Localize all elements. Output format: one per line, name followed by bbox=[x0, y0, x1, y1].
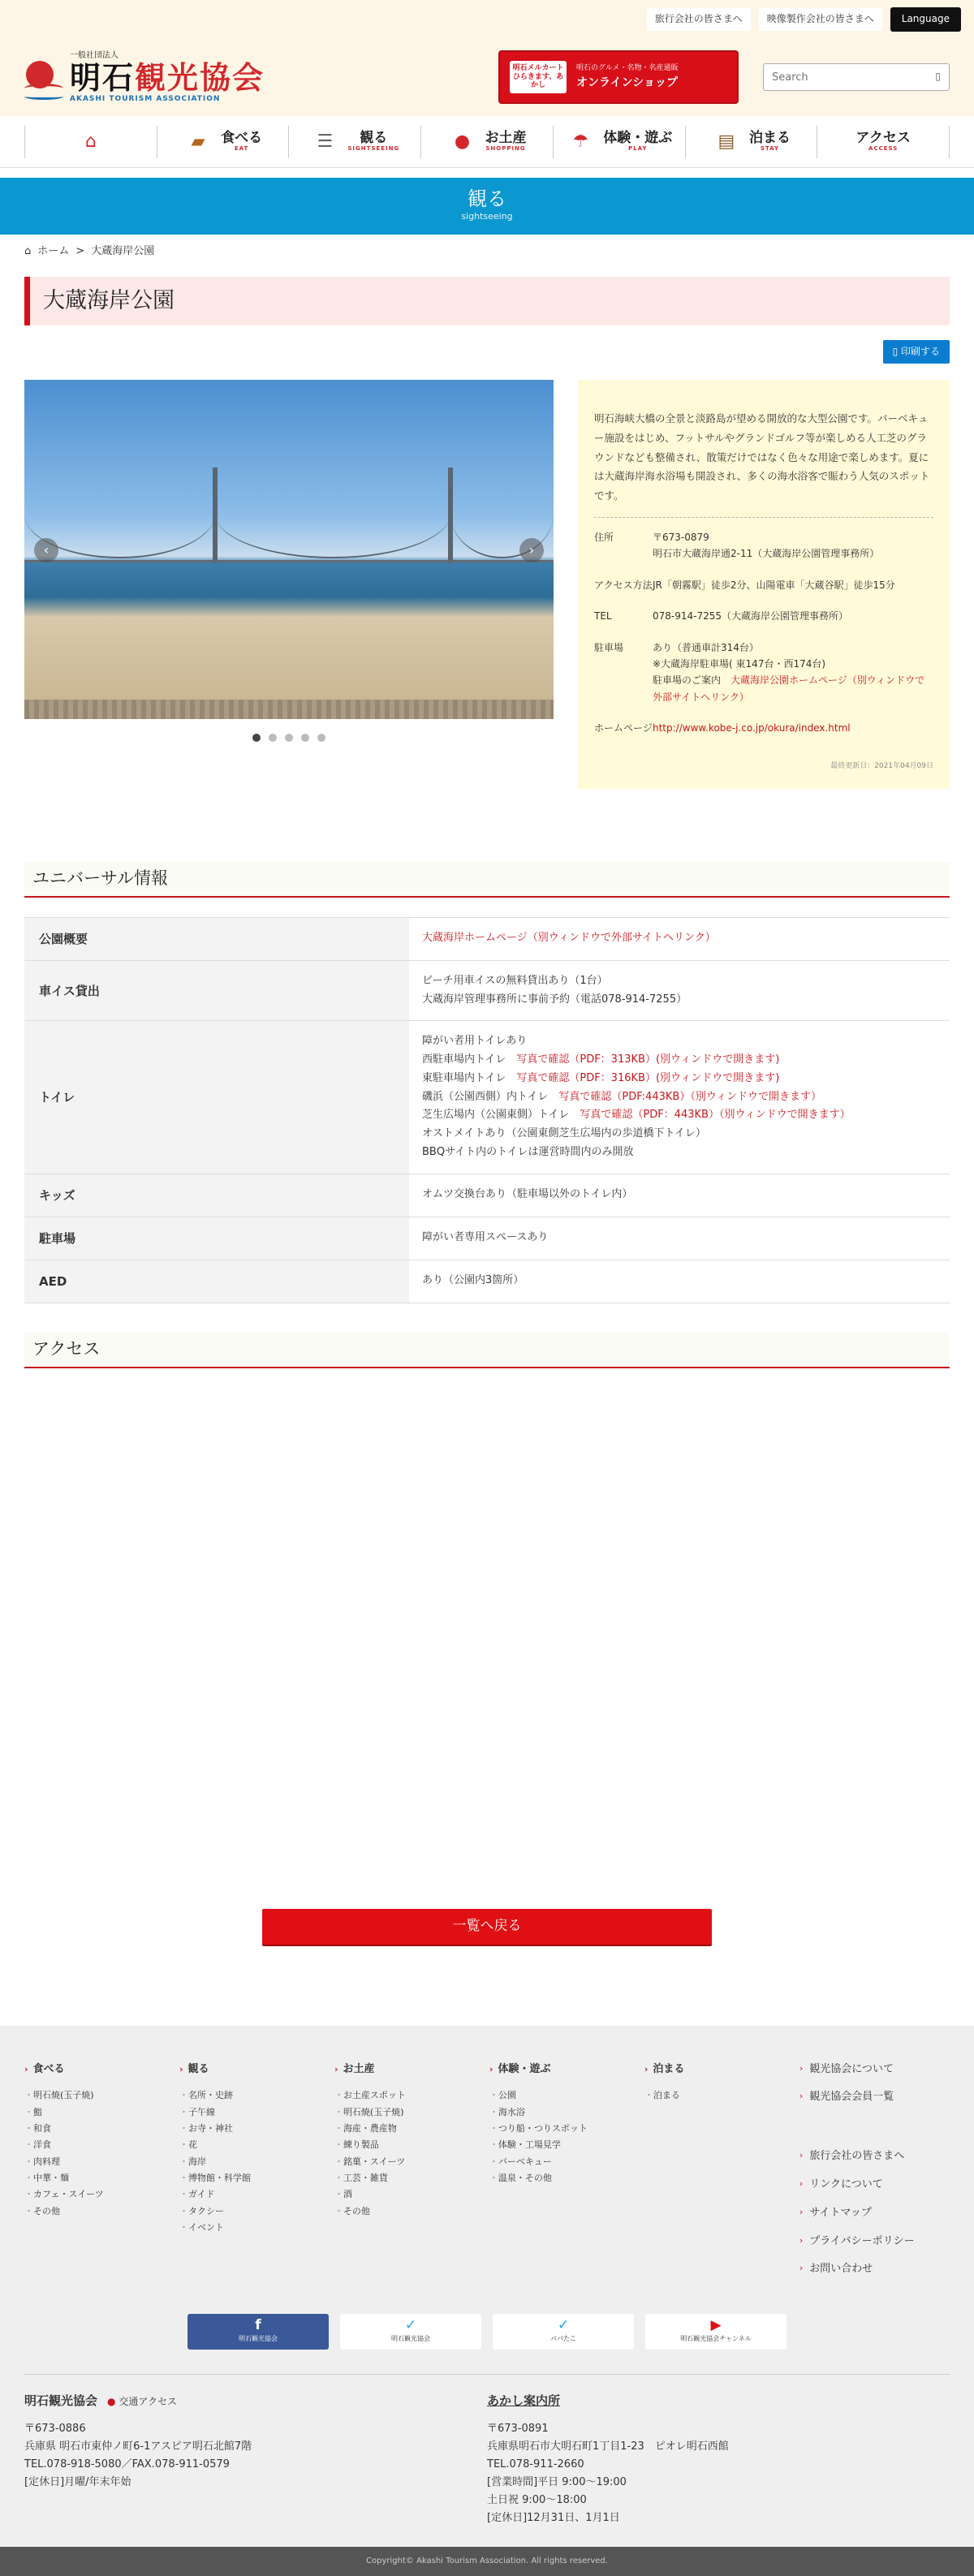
footer-list-item[interactable]: ・ 明石焼(玉子焼) bbox=[343, 2104, 489, 2121]
chevron-right-icon: › bbox=[179, 2064, 183, 2075]
search-icon[interactable]: ▯ bbox=[935, 71, 941, 83]
twitter-button[interactable]: ✓ 明石観光協会 bbox=[340, 2314, 481, 2350]
row-value bbox=[409, 918, 950, 960]
chevron-right-icon: › bbox=[799, 2178, 804, 2189]
footer-list-item[interactable]: ・ お寺・神社 bbox=[187, 2121, 334, 2137]
parasol-icon: ☂ bbox=[572, 131, 589, 152]
logo-name-red: 観光協会 bbox=[135, 59, 265, 97]
footer-list-item[interactable]: ・ 和食 bbox=[32, 2121, 179, 2137]
facebook-button[interactable]: f 明石観光協会 bbox=[187, 2314, 329, 2350]
online-shop-button[interactable] bbox=[498, 50, 739, 104]
office-info-center: あかし案内所 〒673-0891 兵庫県明石市大明石町1丁目1-23 ピオレ明石西館 TEL.078-911-2660 [営業時間]平日 9:00〜19:00 土日祝 9:00〜18:00 [定休日]12月31日、1月1日 bbox=[487, 2393, 729, 2525]
takoyaki-icon: ▰ bbox=[191, 131, 205, 152]
footer-column bbox=[334, 2061, 489, 2290]
spot-detail bbox=[24, 380, 950, 789]
chevron-right-icon: › bbox=[799, 2062, 804, 2074]
footer-list-item[interactable]: ・ 温泉・その他 bbox=[498, 2170, 644, 2186]
nav-shopping[interactable]: ● お土産 SHOPPING bbox=[420, 126, 553, 158]
footer-column-title[interactable]: › 体験・遊ぶ bbox=[489, 2061, 644, 2078]
footer-column bbox=[179, 2061, 334, 2290]
row-label: 公園概要 bbox=[24, 918, 409, 960]
shop-subtitle: 明石のグルメ・名物・名産通販 bbox=[576, 63, 679, 72]
spot-photo bbox=[24, 380, 554, 719]
logo-mark-icon bbox=[24, 54, 65, 100]
youtube-button[interactable]: ▶ 明石観光協会チャンネル bbox=[645, 2314, 787, 2350]
nav-sightseeing[interactable]: ☰ 観る SIGHTSEEING bbox=[288, 126, 420, 158]
footer-column-title[interactable]: › お土産 bbox=[334, 2061, 489, 2078]
nav-access[interactable]: アクセス ACCESS bbox=[817, 126, 950, 158]
footer-list-item[interactable]: ・ 銘菓・スイーツ bbox=[343, 2154, 489, 2170]
parking-row: 駐車場 あり（普通車計314台） ※大蔵海岸駐車場( 東147台・西174台) 駐車場のご案内 大蔵海岸公園ホームページ（別ウィンドウで外部サイトへリンク） bbox=[594, 641, 925, 703]
access-row: アクセス方法 JR「朝霧駅」徒歩2分、山陽電車「大蔵谷駅」徒歩15分 bbox=[594, 579, 895, 591]
footer-list-item[interactable]: ・ 花 bbox=[187, 2137, 334, 2153]
footer-list-item[interactable]: ・ 子午線 bbox=[187, 2104, 334, 2121]
photo-slider bbox=[24, 380, 554, 789]
chevron-right-icon: › bbox=[334, 2064, 338, 2075]
table-row bbox=[24, 1260, 950, 1303]
chevron-right-icon: › bbox=[24, 2064, 28, 2075]
row-value: あり（公園内3箇所） bbox=[422, 1273, 524, 1286]
language-button[interactable]: Language bbox=[890, 7, 961, 31]
breadcrumb-separator: > bbox=[75, 244, 85, 257]
twitter-button[interactable]: ✓ パパたこ bbox=[493, 2314, 634, 2350]
footer-column-title[interactable]: › 食べる bbox=[24, 2061, 179, 2078]
footer-list-item[interactable]: ・ その他 bbox=[343, 2203, 489, 2220]
chevron-right-icon: › bbox=[799, 2206, 804, 2217]
footer-link[interactable]: › お問い合わせ bbox=[799, 2261, 950, 2278]
office-association: 明石観光協会 ● 交通アクセス 〒673-0886 兵庫県 明石市東仲ノ町6-1アスピア明石北館7階 TEL.078-918-5080／FAX.078-911-0579 [定休日]月曜/年末年始 bbox=[24, 2393, 252, 2488]
next-arrow-icon[interactable]: › bbox=[519, 538, 544, 562]
footer-column-title[interactable]: › 泊まる bbox=[644, 2061, 799, 2078]
octopus-icon: ● bbox=[454, 131, 471, 152]
homepage-link[interactable]: http://www.kobe-j.co.jp/okura/index.html bbox=[653, 722, 851, 734]
tel-row: TEL 078-914-7255（大蔵海岸公園管理事務所） bbox=[594, 610, 849, 622]
table-row bbox=[24, 961, 950, 1022]
footer-list-item[interactable]: ・ 練り製品 bbox=[343, 2137, 489, 2153]
pdf-link[interactable]: 大蔵海岸ホームページ（別ウィンドウで外部サイトへリンク） bbox=[422, 931, 716, 944]
row-value: ビーチ用車イスの無料貸出あり（1台） 大蔵海岸管理事務所に事前予約（電話078-914-7255） bbox=[422, 974, 687, 1006]
spot-info bbox=[578, 380, 950, 789]
chevron-right-icon: › bbox=[799, 2091, 804, 2102]
travel-agents-link[interactable]: 旅行会社の皆さまへ bbox=[647, 8, 751, 30]
table-row bbox=[24, 918, 950, 961]
print-button[interactable]: ▯ 印刷する bbox=[883, 340, 950, 364]
sns-links bbox=[24, 2314, 950, 2350]
spot-description: 明石海峡大橋の全景と淡路島が望める開放的な大型公園です。バーベキュー施設をはじめ、フットサルやグランドゴルフ等が楽しめる人工芝のグラウンドなども整備され、散策だけではなく色々な用途で楽しめます。夏には大蔵海岸海水浴場も開設され、多くの海水浴客で賑わう人気のスポットです。 bbox=[594, 412, 930, 502]
pdf-link[interactable]: 写真で確認（PDF：443KB）（別ウィンドウで開きます） bbox=[580, 1109, 851, 1122]
global-nav bbox=[0, 116, 974, 168]
search-box bbox=[763, 63, 950, 91]
footer-list-item[interactable]: ・ 中華・麺 bbox=[32, 2170, 179, 2186]
footer-list-item[interactable]: ・ イベント bbox=[187, 2220, 334, 2236]
row-label: 車イス貸出 bbox=[24, 961, 409, 1021]
footer-list-item[interactable]: ・ ガイド bbox=[187, 2186, 334, 2203]
footer-list-item[interactable]: ・ 体験・工場見学 bbox=[498, 2137, 644, 2153]
utility-bar bbox=[0, 0, 974, 39]
footer-list-item[interactable]: ・ その他 bbox=[32, 2203, 179, 2220]
footer-link[interactable]: › 観光協会会員一覧 bbox=[799, 2089, 950, 2106]
slider-dots bbox=[24, 734, 554, 742]
logo-name: 明石 bbox=[70, 59, 136, 97]
back-to-list-button[interactable]: 一覧へ戻る bbox=[262, 1909, 712, 1945]
footer-list-item[interactable]: ・ 海産・農産物 bbox=[343, 2121, 489, 2137]
copyright: Copyright© Akashi Tourism Association. All rights reserved. bbox=[0, 2547, 974, 2576]
access-heading: アクセス bbox=[24, 1333, 950, 1368]
castle-icon: ☰ bbox=[317, 131, 334, 152]
row-label: トイレ bbox=[24, 1021, 409, 1173]
nav-home[interactable] bbox=[24, 126, 157, 158]
youtube-icon: ▶ bbox=[710, 2317, 722, 2334]
footer-list-item[interactable]: ・ つり船・つりスポット bbox=[498, 2121, 644, 2137]
breadcrumb-current: 大蔵海岸公園 bbox=[91, 244, 155, 257]
table-row bbox=[24, 1174, 950, 1217]
facebook-icon: f bbox=[255, 2317, 261, 2334]
slider-dot[interactable] bbox=[317, 734, 325, 742]
footer-link[interactable]: › 観光協会について bbox=[799, 2061, 950, 2078]
row-value: 障がい者専用スペースあり bbox=[422, 1230, 549, 1243]
footer-links bbox=[799, 2061, 950, 2290]
footer-list-item[interactable]: ・ 酒 bbox=[343, 2186, 489, 2203]
logo-en: AKASHI TOURISM ASSOCIATION bbox=[70, 95, 221, 104]
site-header bbox=[0, 39, 974, 116]
table-row bbox=[24, 1021, 950, 1174]
homepage-row: ホームページ http://www.kobe-j.co.jp/okura/index.html bbox=[594, 722, 851, 734]
footer-link[interactable]: › プライバシーポリシー bbox=[799, 2234, 950, 2251]
access-map-area bbox=[0, 1368, 974, 1909]
film-makers-link[interactable]: 映像製作会社の皆さまへ bbox=[759, 8, 882, 30]
home-icon: ⌂ bbox=[84, 131, 97, 152]
footer-list-item[interactable]: ・ 鮨 bbox=[32, 2104, 179, 2121]
nav-stay[interactable]: ▤ 泊まる STAY bbox=[685, 126, 817, 158]
row-label: キッズ bbox=[24, 1174, 409, 1217]
row-value: オムツ交換台あり（駐車場以外のトイレ内） bbox=[422, 1187, 633, 1200]
chevron-right-icon: › bbox=[644, 2064, 649, 2075]
logo-small-text: 一般社団法人 bbox=[70, 51, 119, 61]
cart-logo: 明石メルカート ひらきます、あかし bbox=[510, 61, 567, 93]
row-value: 障がい者用トイレあり 西駐車場内トイレ 写真で確認（PDF：313KB）(別ウィンドウで開きます) 東駐車場内トイレ 写真で確認（PDF：316KB）(別ウィンドウで開きます) 磯浜（公園西側）内トイレ 写真で確認（PDF:443KB）（別ウィンドウで開きます） 芝生広場内（公園東側）トイレ 写真で確認（PDF：443KB）（別ウィンドウで開きます） オストメイトあり（公園東側芝生広場内の歩道橋下トイレ） BBQサイト内のトイレは運営時間内のみ開放 bbox=[422, 1035, 851, 1158]
footer-column bbox=[644, 2061, 799, 2290]
banner-title: 観る bbox=[468, 187, 506, 210]
twitter-icon: ✓ bbox=[557, 2317, 570, 2334]
slider-dot[interactable] bbox=[252, 734, 261, 742]
prev-arrow-icon[interactable]: ‹ bbox=[34, 538, 58, 562]
slider-dot[interactable] bbox=[285, 734, 293, 742]
bed-icon: ▤ bbox=[718, 131, 735, 152]
slider-dot[interactable] bbox=[269, 734, 277, 742]
access-link[interactable]: ● 交通アクセス bbox=[107, 2395, 177, 2407]
footer-list-item[interactable]: ・ 名所・史跡 bbox=[187, 2087, 334, 2104]
footer-list-item[interactable]: ・ 博物館・科学館 bbox=[187, 2170, 334, 2186]
chevron-right-icon: › bbox=[799, 2263, 804, 2274]
home-icon: ⌂ bbox=[24, 244, 32, 257]
row-label: AED bbox=[24, 1260, 409, 1303]
universal-table bbox=[24, 917, 950, 1303]
footer-list-item[interactable]: ・ 明石焼(玉子焼) bbox=[32, 2087, 179, 2104]
pdf-link[interactable]: 写真で確認（PDF:443KB）（別ウィンドウで開きます） bbox=[558, 1090, 822, 1103]
chevron-right-icon: › bbox=[799, 2150, 804, 2161]
footer-list-item[interactable]: ・ 洋食 bbox=[32, 2137, 179, 2153]
footer-list-item[interactable]: ・ お土産スポット bbox=[343, 2087, 489, 2104]
twitter-icon: ✓ bbox=[404, 2317, 417, 2334]
row-label: 駐車場 bbox=[24, 1217, 409, 1260]
footer-list-item[interactable]: ・ 公園 bbox=[498, 2087, 644, 2104]
footer-link[interactable]: › サイトマップ bbox=[799, 2205, 950, 2222]
footer-column bbox=[489, 2061, 644, 2290]
site-logo[interactable] bbox=[24, 50, 265, 105]
chevron-right-icon: › bbox=[799, 2234, 804, 2246]
footer-list-item[interactable]: ・ タクシー bbox=[187, 2203, 334, 2220]
nav-play[interactable]: ☂ 体験・遊ぶ PLAY bbox=[553, 126, 685, 158]
print-icon: ▯ bbox=[892, 346, 901, 357]
nav-eat[interactable]: ▰ 食べる EAT bbox=[157, 126, 289, 158]
chevron-right-icon: › bbox=[489, 2064, 493, 2075]
parking-link[interactable]: 大蔵海岸公園ホームページ（別ウィンドウで外部サイトへリンク） bbox=[653, 674, 925, 703]
footer-list-item[interactable]: ・ カフェ・スイーツ bbox=[32, 2186, 179, 2203]
footer-list-item[interactable]: ・ 肉料理 bbox=[32, 2154, 179, 2170]
universal-heading: ユニバーサル情報 bbox=[24, 862, 950, 898]
pdf-link[interactable]: 写真で確認（PDF：316KB）(別ウィンドウで開きます) bbox=[516, 1071, 780, 1084]
footer-list-item[interactable]: ・ 工芸・雑貨 bbox=[343, 2170, 489, 2186]
shop-title: オンラインショップ bbox=[576, 76, 678, 89]
footer-column-title[interactable]: › 観る bbox=[179, 2061, 334, 2078]
pdf-link[interactable]: 写真で確認（PDF：313KB）(別ウィンドウで開きます) bbox=[516, 1053, 780, 1066]
address-row: 住所 〒673-0879 明石市大蔵海岸通2-11（大蔵海岸公園管理事務所） bbox=[594, 531, 880, 560]
search-input[interactable] bbox=[772, 71, 918, 84]
footer-column bbox=[24, 2061, 179, 2290]
table-row bbox=[24, 1217, 950, 1260]
pin-icon: ● bbox=[107, 2395, 116, 2407]
last-updated: 最終更新日：2021年04月09日 bbox=[830, 762, 933, 771]
site-footer bbox=[0, 2026, 974, 2576]
footer-link[interactable]: › リンクについて bbox=[799, 2177, 950, 2194]
breadcrumb-home[interactable]: ホーム bbox=[37, 244, 70, 257]
footer-list-item[interactable]: ・ バーベキュー bbox=[498, 2154, 644, 2170]
footer-list-item[interactable]: ・ 海岸 bbox=[187, 2154, 334, 2170]
category-banner bbox=[0, 178, 974, 235]
banner-subtitle: sightseeing bbox=[461, 211, 513, 222]
page-title: 大蔵海岸公園 bbox=[24, 277, 950, 325]
slider-dot[interactable] bbox=[301, 734, 309, 742]
breadcrumb bbox=[0, 235, 974, 269]
footer-list-item[interactable]: ・ 泊まる bbox=[653, 2087, 799, 2104]
footer-link[interactable]: › 旅行会社の皆さまへ bbox=[799, 2148, 950, 2165]
footer-list-item[interactable]: ・ 海水浴 bbox=[498, 2104, 644, 2121]
